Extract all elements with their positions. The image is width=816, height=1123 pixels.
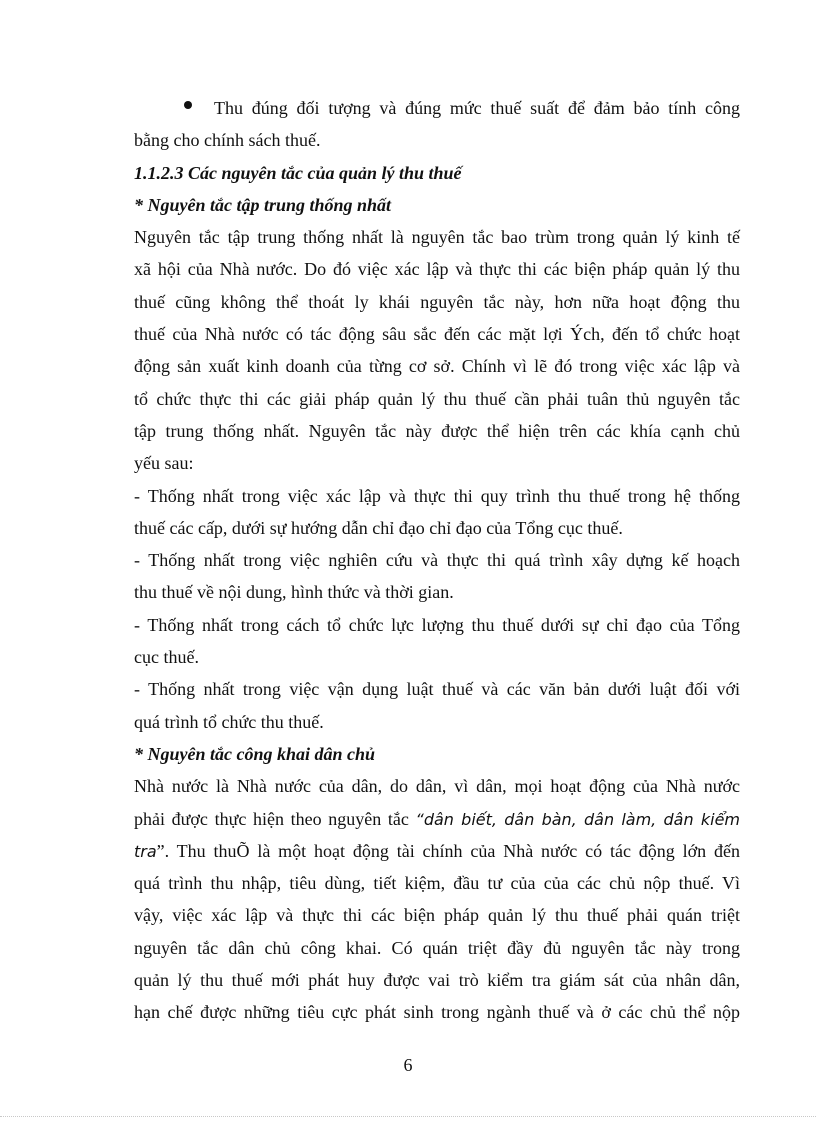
paragraph-line: thuế của Nhà nước có tác động sâu sắc đến các mặt lợi Ých, đến tổ chức hoạt: [134, 324, 740, 345]
bullet-text: Thu đúng đối tượng và đúng mức thuế suất để đảm bảo tính công: [214, 98, 740, 118]
paragraph-line: nguyên tắc dân chủ công khai. Có quán triệt đầy đủ nguyên tắc này trong: [134, 937, 740, 958]
list-item-line: - Thống nhất trong cách tổ chức lực lượng thu thuế dưới sự chỉ đạo của Tổng: [134, 614, 740, 635]
quoted-slogan: “dân biết, dân bàn, dân làm, dân kiểm: [415, 809, 740, 829]
paragraph-line: yếu sau:: [134, 453, 194, 474]
section-heading: 1.1.2.3 Các nguyên tắc của quản lý thu thuế: [134, 162, 462, 183]
paragraph-line: thuế cũng không thể thoát ly khái nguyên tắc này, hơn nữa hoạt động thu: [134, 291, 740, 312]
paragraph-line: hạn chế được những tiêu cực phát sinh trong ngành thuế và ở các chủ thể nộp: [134, 1002, 740, 1023]
list-item-line: quá trình tổ chức thu thuế.: [134, 711, 324, 732]
paragraph-line: [134, 835, 740, 867]
list-item-line: - Thống nhất trong việc xác lập và thực thi quy trình thu thuế trong hệ thống: [134, 485, 740, 506]
list-item-line: - Thống nhất trong việc nghiên cứu và thực thi quá trình xây dựng kế hoạch: [134, 550, 740, 571]
bullet-item: [134, 92, 740, 124]
paragraph-line: [134, 803, 740, 835]
paragraph-line: xã hội của Nhà nước. Do đó việc xác lập và thực thi các biện pháp quản lý thu: [134, 259, 740, 280]
document-body: [134, 92, 740, 1029]
paragraph-line: quá trình thu nhập, tiêu dùng, tiết kiệm, đầu tư của của các chủ nộp thuế. Vì: [134, 873, 740, 894]
subsection-heading: * Nguyên tắc tập trung thống nhất: [134, 194, 392, 215]
subsection-heading: * Nguyên tắc công khai dân chủ: [134, 743, 376, 764]
paragraph-line: Nguyên tắc tập trung thống nhất là nguyên tắc bao trùm trong quản lý kinh tế: [134, 227, 740, 248]
page-number: 6: [403, 1055, 413, 1075]
quoted-slogan: tra: [134, 841, 157, 861]
list-item-line: - Thống nhất trong việc vận dụng luật thuế và các văn bản dưới luật đối với: [134, 679, 740, 700]
paragraph-line: động sản xuất kinh doanh của từng cơ sở. Chính vì lẽ đó trong việc xác lập và: [134, 356, 740, 377]
paragraph-line: Nhà nước là Nhà nước của dân, do dân, vì dân, mọi hoạt động của Nhà nước: [134, 776, 740, 797]
paragraph-line: bằng cho chính sách thuế.: [134, 130, 321, 151]
paragraph-line: tập trung thống nhất. Nguyên tắc này được thể hiện trên các khía cạnh chủ: [134, 420, 740, 441]
list-item-line: thu thuế về nội dung, hình thức và thời gian.: [134, 582, 454, 603]
list-item-line: thuế các cấp, dưới sự hướng dẫn chỉ đạo chỉ đạo của Tổng cục thuế.: [134, 517, 623, 538]
page-edge-divider: [0, 1116, 816, 1117]
bullet-icon: [184, 101, 192, 109]
paragraph-line: tổ chức thực thi các giải pháp quản lý thu thuế cần phải tuân thủ nguyên tắc: [134, 388, 740, 409]
list-item-line: cục thuế.: [134, 647, 199, 668]
paragraph-line: quản lý thu thuế mới phát huy được vai trò kiểm tra giám sát của nhân dân,: [134, 970, 740, 991]
paragraph-line: vậy, việc xác lập và thực thi các biện pháp quản lý thu thuế phải quán triệt: [134, 905, 740, 926]
paragraph-text: ”. Thu thuÕ là một hoạt động tài chính của Nhà nước có tác động lớn đến: [156, 840, 740, 861]
paragraph-text: phải được thực hiện theo nguyên tắc: [134, 808, 416, 829]
